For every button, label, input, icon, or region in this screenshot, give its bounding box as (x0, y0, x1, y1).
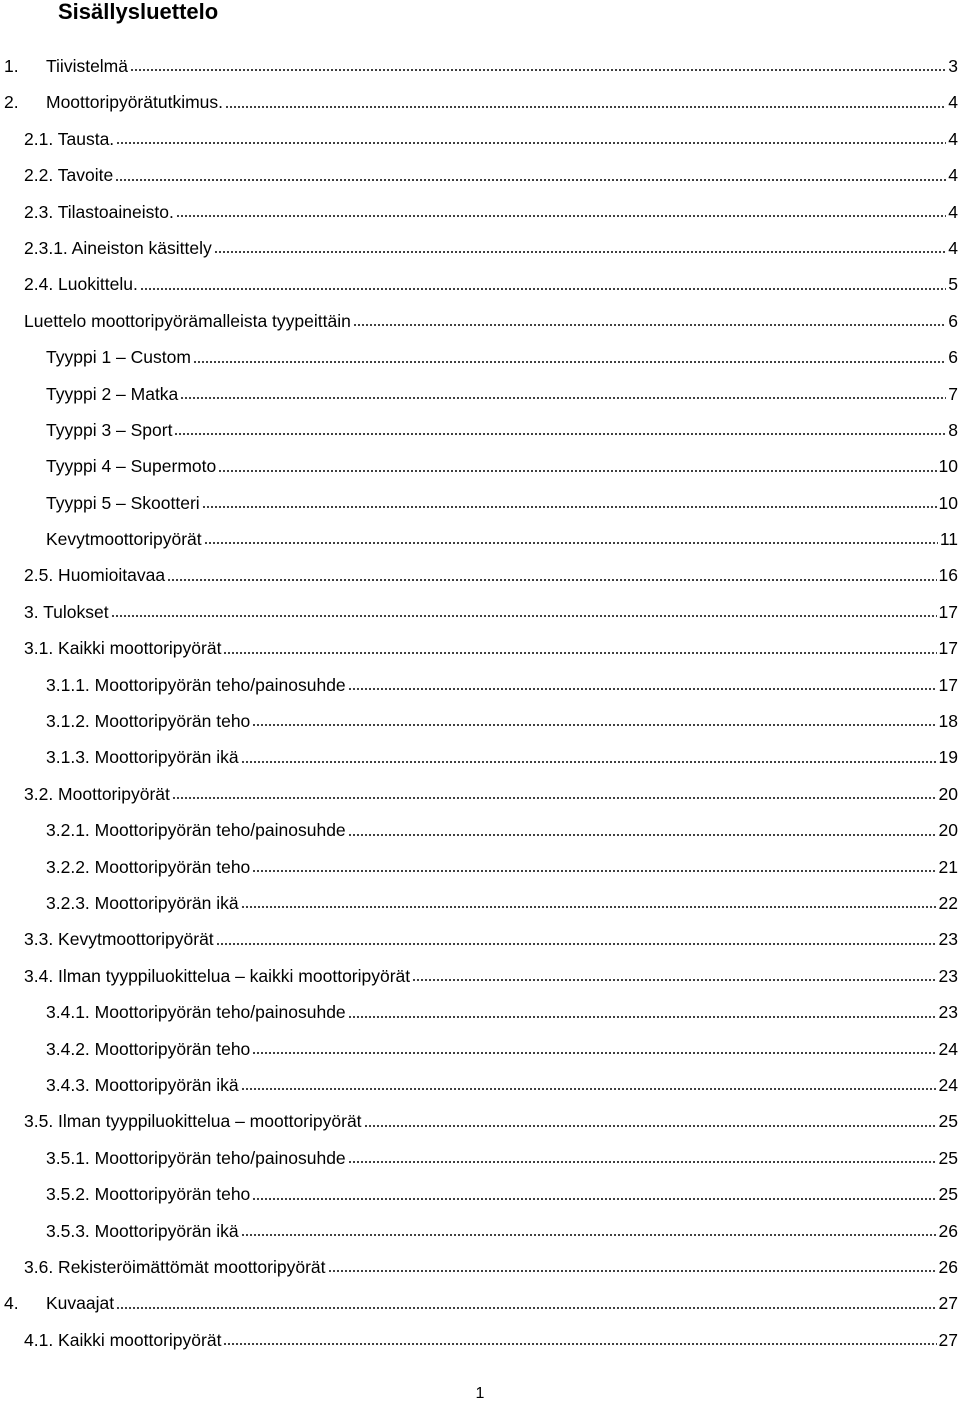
dot-leader (252, 862, 936, 874)
toc-entry[interactable] (0, 194, 960, 230)
toc-entry-label: 3.6. Rekisteröimättömät moottoripyörät (24, 1256, 326, 1277)
toc-entry[interactable] (0, 849, 960, 885)
toc-entry-page: 17 (938, 674, 958, 695)
toc-entry[interactable] (0, 121, 960, 157)
toc-entry[interactable] (0, 230, 960, 266)
toc-entry-label: 3.5.3. Moottoripyörän ikä (46, 1220, 239, 1241)
toc-entry[interactable] (0, 157, 960, 193)
toc-entry[interactable] (0, 303, 960, 339)
toc-entry-page: 24 (938, 1074, 958, 1095)
toc-entry[interactable] (0, 630, 960, 666)
toc-entry-label: 3. Tulokset (24, 601, 109, 622)
toc-entry-label: 3.5.2. Moottoripyörän teho (46, 1184, 251, 1205)
dot-leader (348, 1008, 937, 1020)
toc-entry[interactable] (0, 921, 960, 957)
toc-entry-label: 3.2. Moottoripyörät (24, 783, 170, 804)
toc-entry[interactable] (0, 812, 960, 848)
toc-entry-page: 18 (938, 711, 958, 732)
dot-leader (140, 280, 946, 292)
dot-leader (353, 316, 946, 328)
toc-entry-page: 4 (948, 237, 958, 258)
toc-entry[interactable] (0, 412, 960, 448)
dot-leader (252, 1190, 936, 1202)
toc-entry-page: 5 (948, 274, 958, 295)
table-of-contents (0, 48, 960, 1358)
toc-entry-page: 23 (938, 1002, 958, 1023)
toc-entry[interactable] (0, 521, 960, 557)
toc-entry-page: 22 (938, 892, 958, 913)
toc-entry-label: Kevytmoottoripyörät (46, 529, 202, 550)
toc-entry-number: 1. (4, 56, 19, 76)
toc-entry-label: 3.2.3. Moottoripyörän ikä (46, 892, 239, 913)
dot-leader (348, 1153, 937, 1165)
toc-entry-label: Kuvaajat (46, 1293, 115, 1314)
toc-entry-label: Tyyppi 3 – Sport (46, 419, 173, 440)
page-number: 1 (475, 1385, 485, 1402)
dot-leader (180, 389, 946, 401)
toc-entry-label: 3.4.2. Moottoripyörän teho (46, 1038, 251, 1059)
toc-entry-label: 3.1.2. Moottoripyörän teho (46, 711, 251, 732)
toc-entry-page: 3 (948, 56, 958, 76)
toc-entry-label: 3.1. Kaikki moottoripyörät (24, 638, 222, 659)
toc-entry[interactable] (0, 1213, 960, 1249)
toc-entry[interactable] (0, 667, 960, 703)
toc-entry-page: 23 (938, 965, 958, 986)
toc-entry-page: 26 (938, 1220, 958, 1241)
toc-entry-label: 4.1. Kaikki moottoripyörät (24, 1329, 222, 1350)
toc-entry-page: 4 (948, 92, 958, 113)
toc-entry-page: 23 (938, 929, 958, 950)
toc-entry[interactable] (0, 1031, 960, 1067)
toc-entry[interactable] (0, 1249, 960, 1285)
toc-entry-label: Tyyppi 4 – Supermoto (46, 456, 217, 477)
toc-entry-page: 17 (938, 638, 958, 659)
dot-leader (176, 207, 946, 219)
toc-entry[interactable] (0, 1285, 960, 1321)
toc-entry[interactable] (0, 376, 960, 412)
dot-leader (202, 498, 937, 510)
toc-entry-label: 2.2. Tavoite (24, 165, 114, 186)
toc-entry-page: 25 (938, 1184, 958, 1205)
toc-entry[interactable] (0, 1103, 960, 1139)
toc-entry-page: 4 (948, 201, 958, 222)
toc-entry-page: 6 (948, 310, 958, 331)
toc-entry-label: 2.4. Luokittelu. (24, 274, 138, 295)
toc-entry[interactable] (0, 703, 960, 739)
toc-entry-label: 2.5. Huomioitavaa (24, 565, 166, 586)
dot-leader (241, 1080, 937, 1092)
dot-leader (214, 243, 947, 255)
dot-leader (193, 353, 946, 365)
dot-leader (130, 61, 946, 73)
toc-entry-page: 21 (938, 856, 958, 877)
dot-leader (328, 1262, 937, 1274)
toc-entry-label: Tyyppi 2 – Matka (46, 383, 179, 404)
dot-leader (225, 98, 946, 110)
toc-entry-page: 27 (938, 1293, 958, 1314)
dot-leader (174, 425, 946, 437)
toc-entry-page: 16 (938, 565, 958, 586)
dot-leader (241, 1226, 937, 1238)
dot-leader (223, 644, 936, 656)
dot-leader (116, 134, 946, 146)
toc-entry-page: 10 (938, 456, 958, 477)
toc-entry-page: 25 (938, 1147, 958, 1168)
toc-entry-page: 4 (948, 128, 958, 149)
toc-entry-number: 2. (4, 92, 19, 113)
dot-leader (412, 971, 936, 983)
toc-entry-page: 10 (938, 492, 958, 513)
toc-entry-page: 20 (938, 820, 958, 841)
toc-entry-page: 26 (938, 1256, 958, 1277)
toc-entry-label: 3.2.2. Moottoripyörän teho (46, 856, 251, 877)
dot-leader (348, 680, 937, 692)
dot-leader (241, 898, 937, 910)
toc-entry-label: 2.3.1. Aineiston käsittely (24, 237, 212, 258)
toc-entry-label: Moottoripyörätutkimus. (46, 92, 224, 113)
dot-leader (204, 534, 938, 546)
toc-entry-label: Tyyppi 1 – Custom (46, 347, 191, 368)
toc-entry-page: 11 (939, 529, 958, 550)
toc-entry-page: 8 (948, 419, 958, 440)
dot-leader (348, 826, 937, 838)
toc-entry-label: 3.1.1. Moottoripyörän teho/painosuhde (46, 674, 346, 695)
toc-entry[interactable] (0, 885, 960, 921)
toc-entry-number: 4. (4, 1293, 19, 1314)
toc-entry-page: 24 (938, 1038, 958, 1059)
dot-leader (241, 753, 937, 765)
toc-entry[interactable] (0, 958, 960, 994)
toc-entry[interactable] (0, 776, 960, 812)
toc-entry[interactable] (0, 48, 960, 84)
toc-entry-label: 3.4. Ilman tyyppiluokittelua – kaikki moottoripyörät (24, 965, 411, 986)
toc-entry-label: 3.2.1. Moottoripyörän teho/painosuhde (46, 820, 346, 841)
toc-entry[interactable] (0, 1176, 960, 1212)
toc-entry-label: 3.4.3. Moottoripyörän ikä (46, 1074, 239, 1095)
toc-entry-label: 3.4.1. Moottoripyörän teho/painosuhde (46, 1002, 346, 1023)
toc-entry[interactable] (0, 448, 960, 484)
page-title: Sisällysluettelo (58, 0, 219, 24)
toc-entry[interactable] (0, 594, 960, 630)
toc-entry[interactable] (0, 557, 960, 593)
toc-entry-page: 7 (948, 383, 958, 404)
toc-entry[interactable] (0, 1322, 960, 1358)
toc-entry[interactable] (0, 994, 960, 1030)
toc-entry-label: Tiivistelmä (46, 56, 128, 76)
toc-entry-page: 20 (938, 783, 958, 804)
toc-entry-label: 3.1.3. Moottoripyörän ikä (46, 747, 239, 768)
dot-leader (116, 1299, 936, 1311)
toc-entry-page: 27 (938, 1329, 958, 1350)
toc-entry-label: 3.3. Kevytmoottoripyörät (24, 929, 214, 950)
toc-entry-page: 19 (938, 747, 958, 768)
dot-leader (252, 1044, 936, 1056)
toc-entry[interactable] (0, 739, 960, 775)
toc-entry-page: 4 (948, 165, 958, 186)
dot-leader (223, 1335, 936, 1347)
toc-entry-label: 3.5. Ilman tyyppiluokittelua – moottoripyörät (24, 1111, 362, 1132)
toc-entry-page: 25 (938, 1111, 958, 1132)
toc-entry-label: 2.1. Tausta. (24, 128, 115, 149)
toc-entry[interactable] (0, 1067, 960, 1103)
toc-entry[interactable] (0, 1140, 960, 1176)
toc-entry-label: Luettelo moottoripyörämalleista tyypeittäin (24, 310, 351, 331)
toc-entry-label: 3.5.1. Moottoripyörän teho/painosuhde (46, 1147, 346, 1168)
dot-leader (364, 1117, 937, 1129)
toc-entry-label: 2.3. Tilastoaineisto. (24, 201, 174, 222)
dot-leader (115, 171, 946, 183)
dot-leader (172, 789, 937, 801)
dot-leader (218, 462, 936, 474)
toc-entry-page: 17 (938, 601, 958, 622)
dot-leader (111, 607, 937, 619)
dot-leader (252, 716, 936, 728)
toc-entry[interactable] (0, 266, 960, 302)
dot-leader (167, 571, 936, 583)
toc-entry-page: 6 (948, 347, 958, 368)
toc-entry[interactable] (0, 339, 960, 375)
toc-entry[interactable] (0, 485, 960, 521)
dot-leader (216, 935, 937, 947)
toc-entry[interactable] (0, 84, 960, 120)
toc-entry-label: Tyyppi 5 – Skootteri (46, 492, 200, 513)
